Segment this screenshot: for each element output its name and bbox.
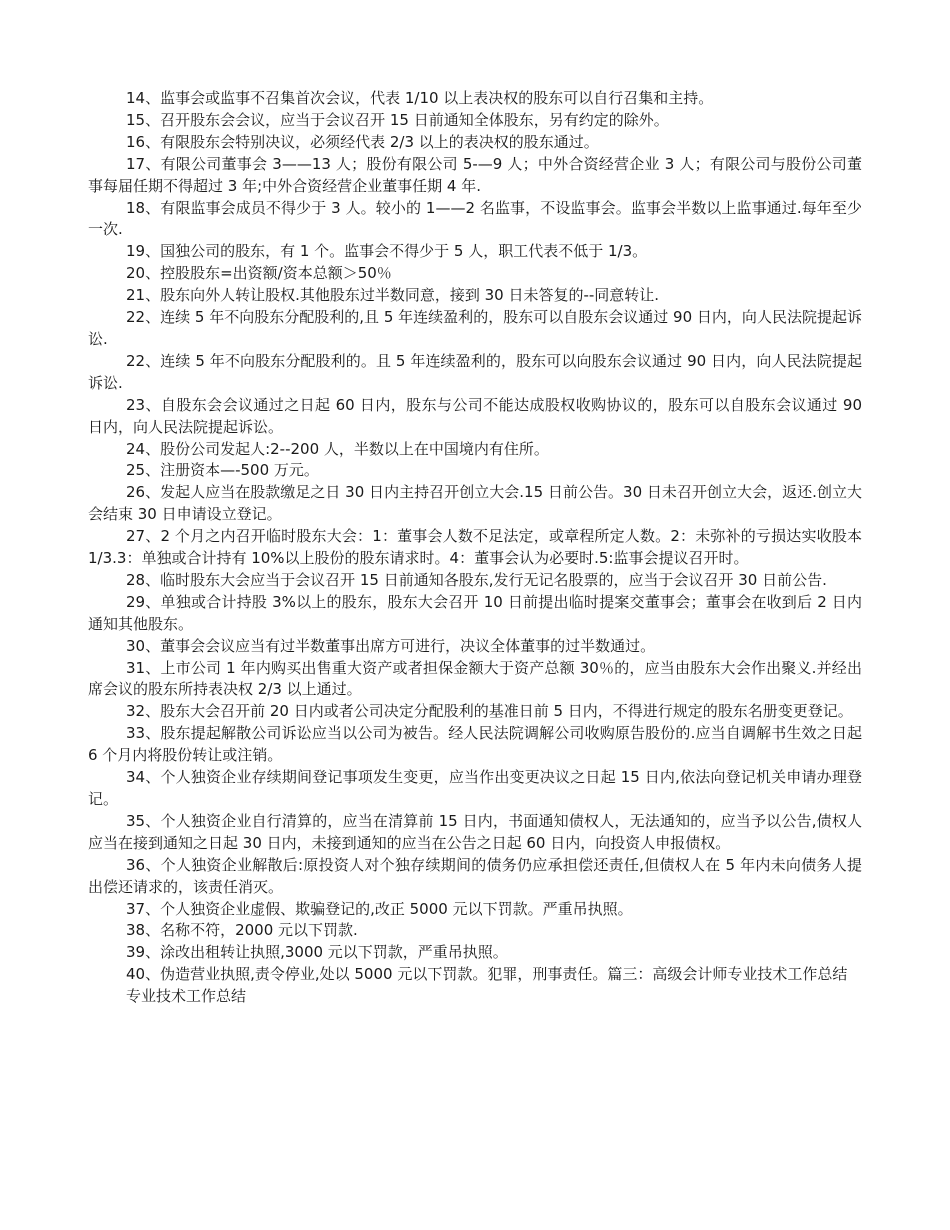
paragraph-25: 25、注册资本—-500 万元。 <box>126 461 319 480</box>
paragraph-24: 24、股份公司发起人:2--200 人，半数以上在中国境内有住所。 <box>126 439 549 458</box>
paragraph-17: 17、有限公司董事会 3——13 人；股份有限公司 5-—9 人；中外合资经营企业 3 人；有限公司与股份公司董事每届任期不得超过 3 年;中外合资经营企业董事任期 4 年. <box>88 154 862 195</box>
paragraph-23: 23、自股东会会议通过之日起 60 日内，股东与公司不能达成股权收购协议的，股东可以自股东会议通过 90 日内，向人民法院提起诉讼。 <box>88 395 862 436</box>
paragraph-35: 35、个人独资企业自行清算的，应当在清算前 15 日内，书面通知债权人，无法通知的，应当予以公告,债权人应当在接到通知之日起 30 日内，未接到通知的应当在公告之日起 60 日内，向投资人申报债权。 <box>88 811 862 852</box>
paragraph-36: 36、个人独资企业解散后:原投资人对个独存续期间的债务仍应承担偿还责任,但债权人在 5 年内未向债务人提出偿还请求的，该责任消灭。 <box>88 855 862 896</box>
paragraph-30: 30、董事会会议应当有过半数董事出席方可进行，决议全体董事的过半数通过。 <box>126 636 656 655</box>
paragraph-31: 31、上市公司 1 年内购买出售重大资产或者担保金额大于资产总额 30％的，应当由股东大会作出聚义.并经出席会议的股东所持表决权 2/3 以上通过。 <box>88 658 862 699</box>
section-heading: 专业技术工作总结 <box>126 987 247 1006</box>
paragraph-28: 28、临时股东大会应当于会议召开 15 日前通知各股东,发行无记名股票的，应当于会议召开 30 日前公告. <box>126 570 827 589</box>
paragraph-26: 26、发起人应当在股款缴足之日 30 日内主持召开创立大会.15 日前公告。30 日未召开创立大会，返还.创立大会结束 30 日申请设立登记。 <box>88 483 862 524</box>
paragraph-27: 27、2 个月之内召开临时股东大会：1：董事会人数不足法定，或章程所定人数。2：未弥补的亏损达实收股本 1/3.3：单独或合计持有 10%以上股份的股东请求时。4：董事会认为必要时.5:监事会提议召开时。 <box>88 527 862 568</box>
paragraph-19: 19、国独公司的股东，有 1 个。监事会不得少于 5 人，职工代表不低于 1/3。 <box>126 242 648 261</box>
paragraph-37: 37、个人独资企业虚假、欺骗登记的,改正 5000 元以下罚款。严重吊执照。 <box>126 899 633 918</box>
paragraph-34: 34、个人独资企业存续期间登记事项发生变更，应当作出变更决议之日起 15 日内,依法向登记机关申请办理登记。 <box>88 768 862 808</box>
paragraph-38: 38、名称不符，2000 元以下罚款. <box>126 921 358 940</box>
paragraph-18: 18、有限监事会成员不得少于 3 人。较小的 1——2 名监事，不设监事会。监事会半数以上监事通过.每年至少一次. <box>88 198 862 239</box>
paragraph-33: 33、股东提起解散公司诉讼应当以公司为被告。经人民法院调解公司收购原告股份的.应当自调解书生效之日起 6 个月内将股份转让或注销。 <box>88 724 862 765</box>
paragraph-22b: 22、连续 5 年不向股东分配股利的。且 5 年连续盈利的，股东可以向股东会议通过 90 日内，向人民法院提起诉讼. <box>88 351 862 392</box>
paragraph-20: 20、控股股东=出资额/资本总额＞50％ <box>126 264 392 283</box>
paragraph-15: 15、召开股东会会议，应当于会议召开 15 日前通知全体股东，另有约定的除外。 <box>126 110 669 129</box>
paragraph-16: 16、有限股东会特别决议，必须经代表 2/3 以上的表决权的股东通过。 <box>126 132 599 151</box>
paragraph-39: 39、涂改出租转让执照,3000 元以下罚款，严重吊执照。 <box>126 943 508 962</box>
paragraph-21: 21、股东向外人转让股权.其他股东过半数同意，接到 30 日未答复的--同意转让. <box>126 286 660 305</box>
paragraph-14: 14、监事会或监事不召集首次会议，代表 1/10 以上表决权的股东可以自行召集和主持。 <box>126 89 714 107</box>
paragraph-32: 32、股东大会召开前 20 日内或者公司决定分配股利的基准日前 5 日内，不得进行规定的股东名册变更登记。 <box>126 702 853 721</box>
paragraph-29: 29、单独或合计持股 3%以上的股东，股东大会召开 10 日前提出临时提案交董事会；董事会在收到后 2 日内通知其他股东。 <box>88 592 862 633</box>
paragraph-22a: 22、连续 5 年不向股东分配股利的,且 5 年连续盈利的，股东可以自股东会议通过 90 日内，向人民法院提起诉讼. <box>88 308 862 348</box>
paragraph-40: 40、伪造营业执照,责令停业,处以 5000 元以下罚款。犯罪，刑事责任。篇三：高级会计师专业技术工作总结 <box>126 965 848 984</box>
